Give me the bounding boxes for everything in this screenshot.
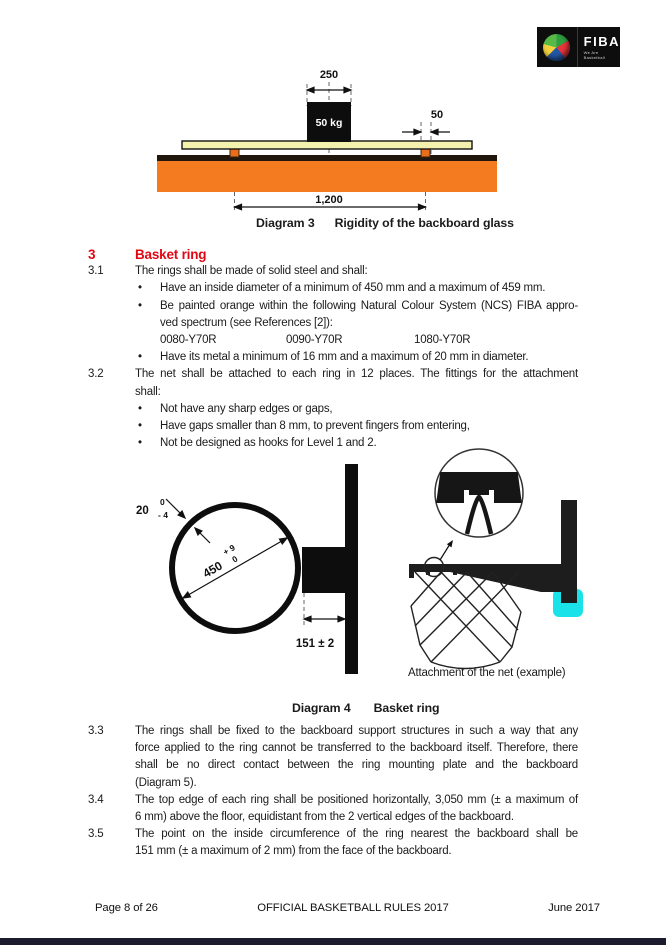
footer-date: June 2017 [548, 902, 600, 914]
rule-text-line: shall be no direct contact between the ring mounting plate and the backboard [135, 759, 578, 772]
diagram3-caption [256, 216, 514, 230]
thickness-tol-top: 0 [160, 497, 165, 507]
fiba-globe-icon [537, 27, 578, 67]
magnifier-detail [435, 449, 523, 537]
diameter-label: 450 [200, 558, 225, 581]
bullet-item [138, 280, 578, 297]
bullet-item [138, 401, 578, 418]
bullet-text-line: Not have any sharp edges or gaps, [160, 402, 333, 415]
bullet-dot [138, 418, 160, 435]
bullet-item [138, 418, 578, 435]
thickness-tol-bottom: - 4 [158, 510, 168, 520]
bullet-item [138, 298, 578, 332]
bullet-item [138, 349, 578, 366]
bullet-text-line: Have its metal a minimum of 16 mm and a maximum of 20 mm in diameter. [160, 351, 529, 364]
page-footer [0, 902, 666, 914]
bullet-dot [138, 280, 160, 297]
net-mesh [411, 572, 521, 669]
diagram4-caption-label: Diagram 4 [292, 701, 351, 715]
dim-1200-label: 1,200 [315, 194, 343, 206]
bullet-text-line: Be painted orange within the following Natural Colour System (NCS) FIBA appro- [160, 299, 578, 312]
rule-3-1 [88, 263, 578, 280]
diameter-tol-bottom: 0 [230, 553, 240, 565]
weight-label: 50 kg [315, 117, 343, 129]
rule-text-line: The rings shall be made of solid steel and shall: [135, 265, 368, 278]
floor [157, 161, 497, 192]
rule-number: 3.4 [88, 793, 104, 806]
bottom-accent-bar [0, 938, 666, 945]
rule-3-4 [88, 792, 578, 826]
net-caption: Attachment of the net (example) [408, 667, 566, 679]
bullet-text-line: Not be designed as hooks for Level 1 and 2. [160, 437, 377, 450]
footer-title: OFFICIAL BASKETBALL RULES 2017 [257, 902, 449, 914]
rule-3-2 [88, 366, 578, 400]
backboard-glass [182, 141, 472, 149]
ncs-code: 0090-Y70R [286, 334, 343, 347]
rule-3-5 [88, 826, 578, 860]
rule-text-line: The top edge of each ring shall be positioned horizontally, 3,050 mm (± a maximum of [135, 793, 578, 806]
diameter-tol-top: + 9 [221, 542, 237, 558]
dim-50-label: 50 [430, 109, 444, 121]
ring-side-bar [409, 564, 577, 572]
rule-number: 3.3 [88, 725, 104, 737]
dim-250-label: 250 [319, 69, 339, 81]
floor-top-edge [157, 155, 497, 161]
section-title: Basket ring [135, 247, 207, 262]
rule-number: 3.5 [88, 828, 104, 841]
bullet-dot [138, 349, 160, 366]
bullet-text-line: ved spectrum (see References [2]): [160, 316, 333, 329]
rule-text-line: (Diagram 5). [135, 776, 197, 789]
rule-number: 3.1 [88, 265, 104, 278]
diagram4-caption-text: Basket ring [373, 701, 440, 715]
mounting-bracket [302, 547, 345, 593]
rule-text-line: The net shall be attached to each ring in 12 places. The fittings for the attachment [135, 368, 578, 381]
diagram4-net-figure [395, 440, 605, 690]
bracket-post [561, 500, 577, 603]
diagram3-figure [150, 60, 500, 235]
ncs-code: 0080-Y70R [160, 334, 217, 347]
diagram3-caption-label: Diagram 3 [256, 216, 315, 230]
rule-text-line: The rings shall be fixed to the backboard support structures in such a way that any [135, 725, 578, 737]
rule-3-3 [88, 723, 578, 792]
bullet-text-line: Have an inside diameter of a minimum of 450 mm and a maximum of 459 mm. [160, 282, 546, 295]
backboard-bar [345, 464, 358, 674]
section-number: 3 [88, 247, 96, 262]
bullet-dot [138, 401, 160, 418]
fiba-brand-text: FIBA [583, 33, 620, 49]
ncs-codes-row [160, 332, 578, 349]
ncs-code: 1080-Y70R [414, 334, 471, 347]
rule-text-line: shall: [135, 385, 161, 398]
fiba-logo [537, 27, 620, 67]
rule-text-line: force applied to the ring cannot be transferred to the backboard itself. Therefore, there [135, 742, 578, 755]
section-heading [88, 246, 578, 263]
rule-number: 3.2 [88, 368, 104, 381]
rules-block-top [88, 246, 578, 452]
thickness-label: 20 [136, 505, 149, 517]
rule-text-line: 151 mm (± a maximum of 2 mm) from the face of the backboard. [135, 845, 452, 858]
rule-text-line: The point on the inside circumference of the ring nearest the backboard shall be [135, 828, 578, 841]
footer-page-number: Page 8 of 26 [95, 902, 158, 914]
rule-text-line: 6 mm) above the floor, equidistant from the 2 vertical edges of the backboard. [135, 811, 514, 824]
diagram4-ring-figure [120, 450, 390, 705]
offset-label: 151 ± 2 [295, 638, 335, 650]
bullet-dot [138, 298, 160, 332]
fiba-tagline: We Are Basketball [583, 49, 606, 60]
diagram3-caption-text: Rigidity of the backboard glass [334, 216, 514, 230]
rules-block-bottom [88, 723, 578, 861]
diagram4-caption [292, 701, 439, 715]
bullet-text-line: Have gaps smaller than 8 mm, to prevent fingers from entering, [160, 420, 470, 433]
